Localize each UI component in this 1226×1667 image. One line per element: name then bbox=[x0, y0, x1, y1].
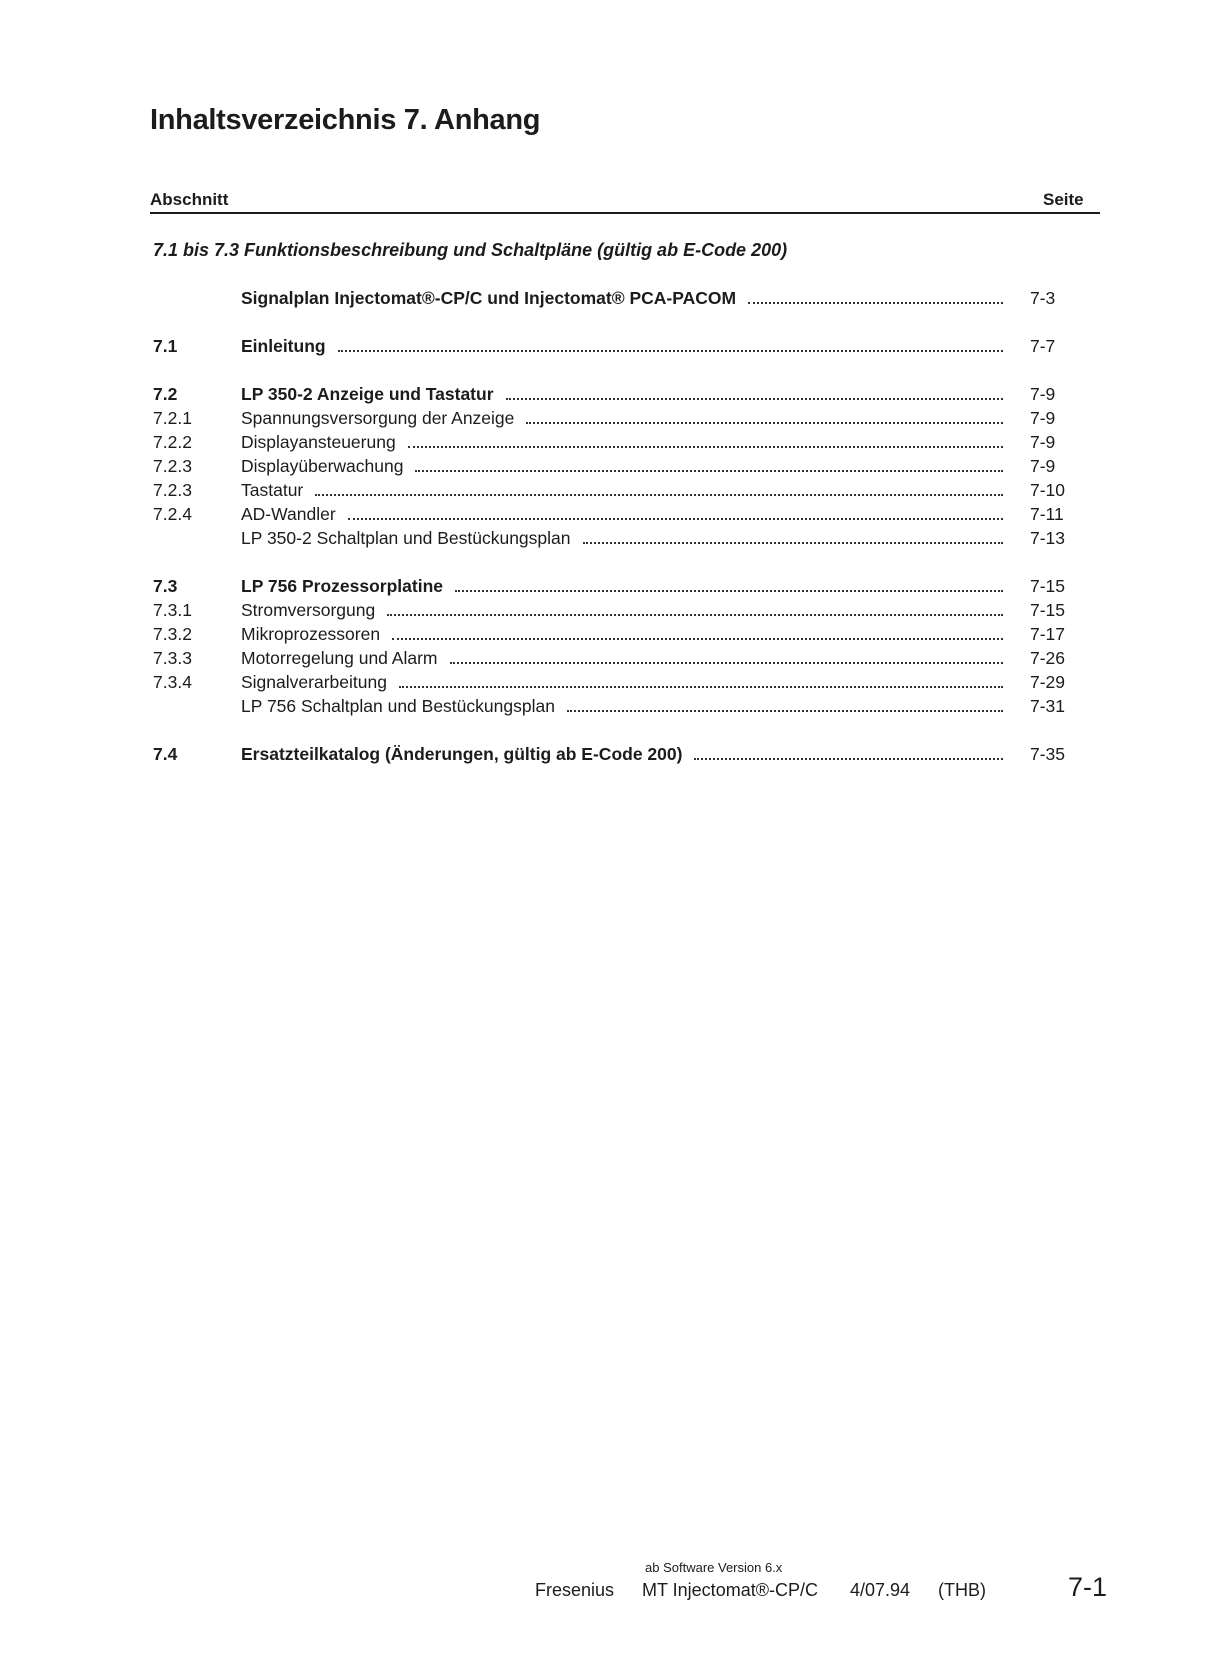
toc-page: 7-9 bbox=[1030, 456, 1056, 476]
page-number: 7-1 bbox=[1068, 1572, 1108, 1602]
leader-dots bbox=[526, 422, 1003, 424]
leader-dots bbox=[583, 542, 1003, 544]
footer-date: 4/07.94 bbox=[850, 1580, 911, 1600]
toc-page: 7-31 bbox=[1030, 696, 1066, 716]
page-title: Inhaltsverzeichnis 7. Anhang bbox=[150, 104, 541, 136]
toc-row bbox=[153, 286, 1088, 310]
leader-dots bbox=[315, 494, 1003, 496]
toc-title: LP 350-2 Schaltplan und Bestückungsplan bbox=[241, 528, 571, 548]
toc-row bbox=[153, 646, 1088, 670]
leader-dots bbox=[506, 398, 1003, 400]
leader-dots bbox=[392, 638, 1003, 640]
toc-number: 7.2.4 bbox=[153, 504, 192, 524]
toc-title: Stromversorgung bbox=[241, 600, 376, 620]
leader-dots bbox=[338, 350, 1003, 352]
leader-dots bbox=[408, 446, 1003, 448]
toc-page: 7-35 bbox=[1030, 744, 1066, 764]
toc-row bbox=[153, 742, 1088, 766]
toc-row bbox=[153, 670, 1088, 694]
toc-page: 7-15 bbox=[1030, 600, 1066, 620]
footer-author: (THB) bbox=[938, 1580, 986, 1600]
toc-title: LP 350-2 Anzeige und Tastatur bbox=[241, 384, 494, 404]
toc-title: Signalplan Injectomat®-CP/C und Injectomat® PCA-PACOM bbox=[241, 288, 737, 308]
toc-row bbox=[153, 478, 1088, 502]
toc-page: 7-11 bbox=[1030, 504, 1064, 524]
toc-page: 7-9 bbox=[1030, 432, 1056, 452]
toc-page: 7-29 bbox=[1030, 672, 1066, 692]
toc-row bbox=[153, 334, 1088, 358]
leader-dots bbox=[415, 470, 1003, 472]
leader-dots bbox=[387, 614, 1003, 616]
toc-row bbox=[153, 502, 1088, 526]
toc-title: Displayansteuerung bbox=[241, 432, 396, 452]
footer-version: ab Software Version 6.x bbox=[645, 1560, 783, 1575]
toc-title: LP 756 Prozessorplatine bbox=[241, 576, 443, 596]
toc-number: 7.2 bbox=[153, 384, 178, 404]
toc-page: 7-15 bbox=[1030, 576, 1066, 596]
toc-number: 7.3.3 bbox=[153, 648, 192, 668]
toc-row bbox=[153, 454, 1088, 478]
leader-dots bbox=[455, 590, 1003, 592]
toc-row bbox=[153, 406, 1088, 430]
toc-page: 7-17 bbox=[1030, 624, 1066, 644]
toc-row bbox=[153, 430, 1088, 454]
toc-row bbox=[153, 382, 1088, 406]
toc-number: 7.1 bbox=[153, 336, 178, 356]
toc-row bbox=[153, 622, 1088, 646]
toc-page: 7-9 bbox=[1030, 408, 1056, 428]
toc-row bbox=[153, 694, 1088, 718]
toc-page: 7-9 bbox=[1030, 384, 1056, 404]
toc-number: 7.2.3 bbox=[153, 456, 192, 476]
toc-number: 7.3 bbox=[153, 576, 178, 596]
leader-dots bbox=[748, 302, 1003, 304]
toc-row bbox=[153, 574, 1088, 598]
toc-page: 7-26 bbox=[1030, 648, 1066, 668]
toc-row bbox=[153, 526, 1088, 550]
toc-number: 7.3.2 bbox=[153, 624, 192, 644]
toc-number: 7.3.1 bbox=[153, 600, 192, 620]
toc-page: 7-10 bbox=[1030, 480, 1066, 500]
toc-number: 7.4 bbox=[153, 744, 178, 764]
toc-number: 7.3.4 bbox=[153, 672, 192, 692]
toc-title: Displayüberwachung bbox=[241, 456, 404, 476]
leader-dots bbox=[348, 518, 1003, 520]
toc-page: 7-13 bbox=[1030, 528, 1066, 548]
toc-title: LP 756 Schaltplan und Bestückungsplan bbox=[241, 696, 555, 716]
toc-title: Motorregelung und Alarm bbox=[241, 648, 438, 668]
column-header-page: Seite bbox=[1043, 190, 1084, 209]
column-header-section: Abschnitt bbox=[150, 190, 229, 209]
footer-company: Fresenius bbox=[535, 1580, 615, 1600]
leader-dots bbox=[450, 662, 1004, 664]
toc-row bbox=[153, 598, 1088, 622]
section-heading: 7.1 bis 7.3 Funktionsbeschreibung und Schaltpläne (gültig ab E-Code 200) bbox=[153, 240, 788, 260]
toc-title: Tastatur bbox=[241, 480, 304, 500]
toc-number: 7.2.2 bbox=[153, 432, 192, 452]
toc-title: Ersatzteilkatalog (Änderungen, gültig ab E-Code 200) bbox=[241, 744, 683, 764]
toc-number: 7.2.1 bbox=[153, 408, 192, 428]
toc-number: 7.2.3 bbox=[153, 480, 192, 500]
toc-title: Einleitung bbox=[241, 336, 326, 356]
toc-title: AD-Wandler bbox=[241, 504, 336, 524]
leader-dots bbox=[399, 686, 1003, 688]
toc-title: Signalverarbeitung bbox=[241, 672, 387, 692]
header-rule bbox=[150, 212, 1100, 214]
toc-title: Mikroprozessoren bbox=[241, 624, 381, 644]
toc-title: Spannungsversorgung der Anzeige bbox=[241, 408, 515, 428]
footer-product: MT Injectomat®-CP/C bbox=[642, 1580, 818, 1600]
leader-dots bbox=[567, 710, 1003, 712]
leader-dots bbox=[694, 758, 1003, 760]
toc-page: 7-3 bbox=[1030, 288, 1056, 308]
toc-page: 7-7 bbox=[1030, 336, 1056, 356]
